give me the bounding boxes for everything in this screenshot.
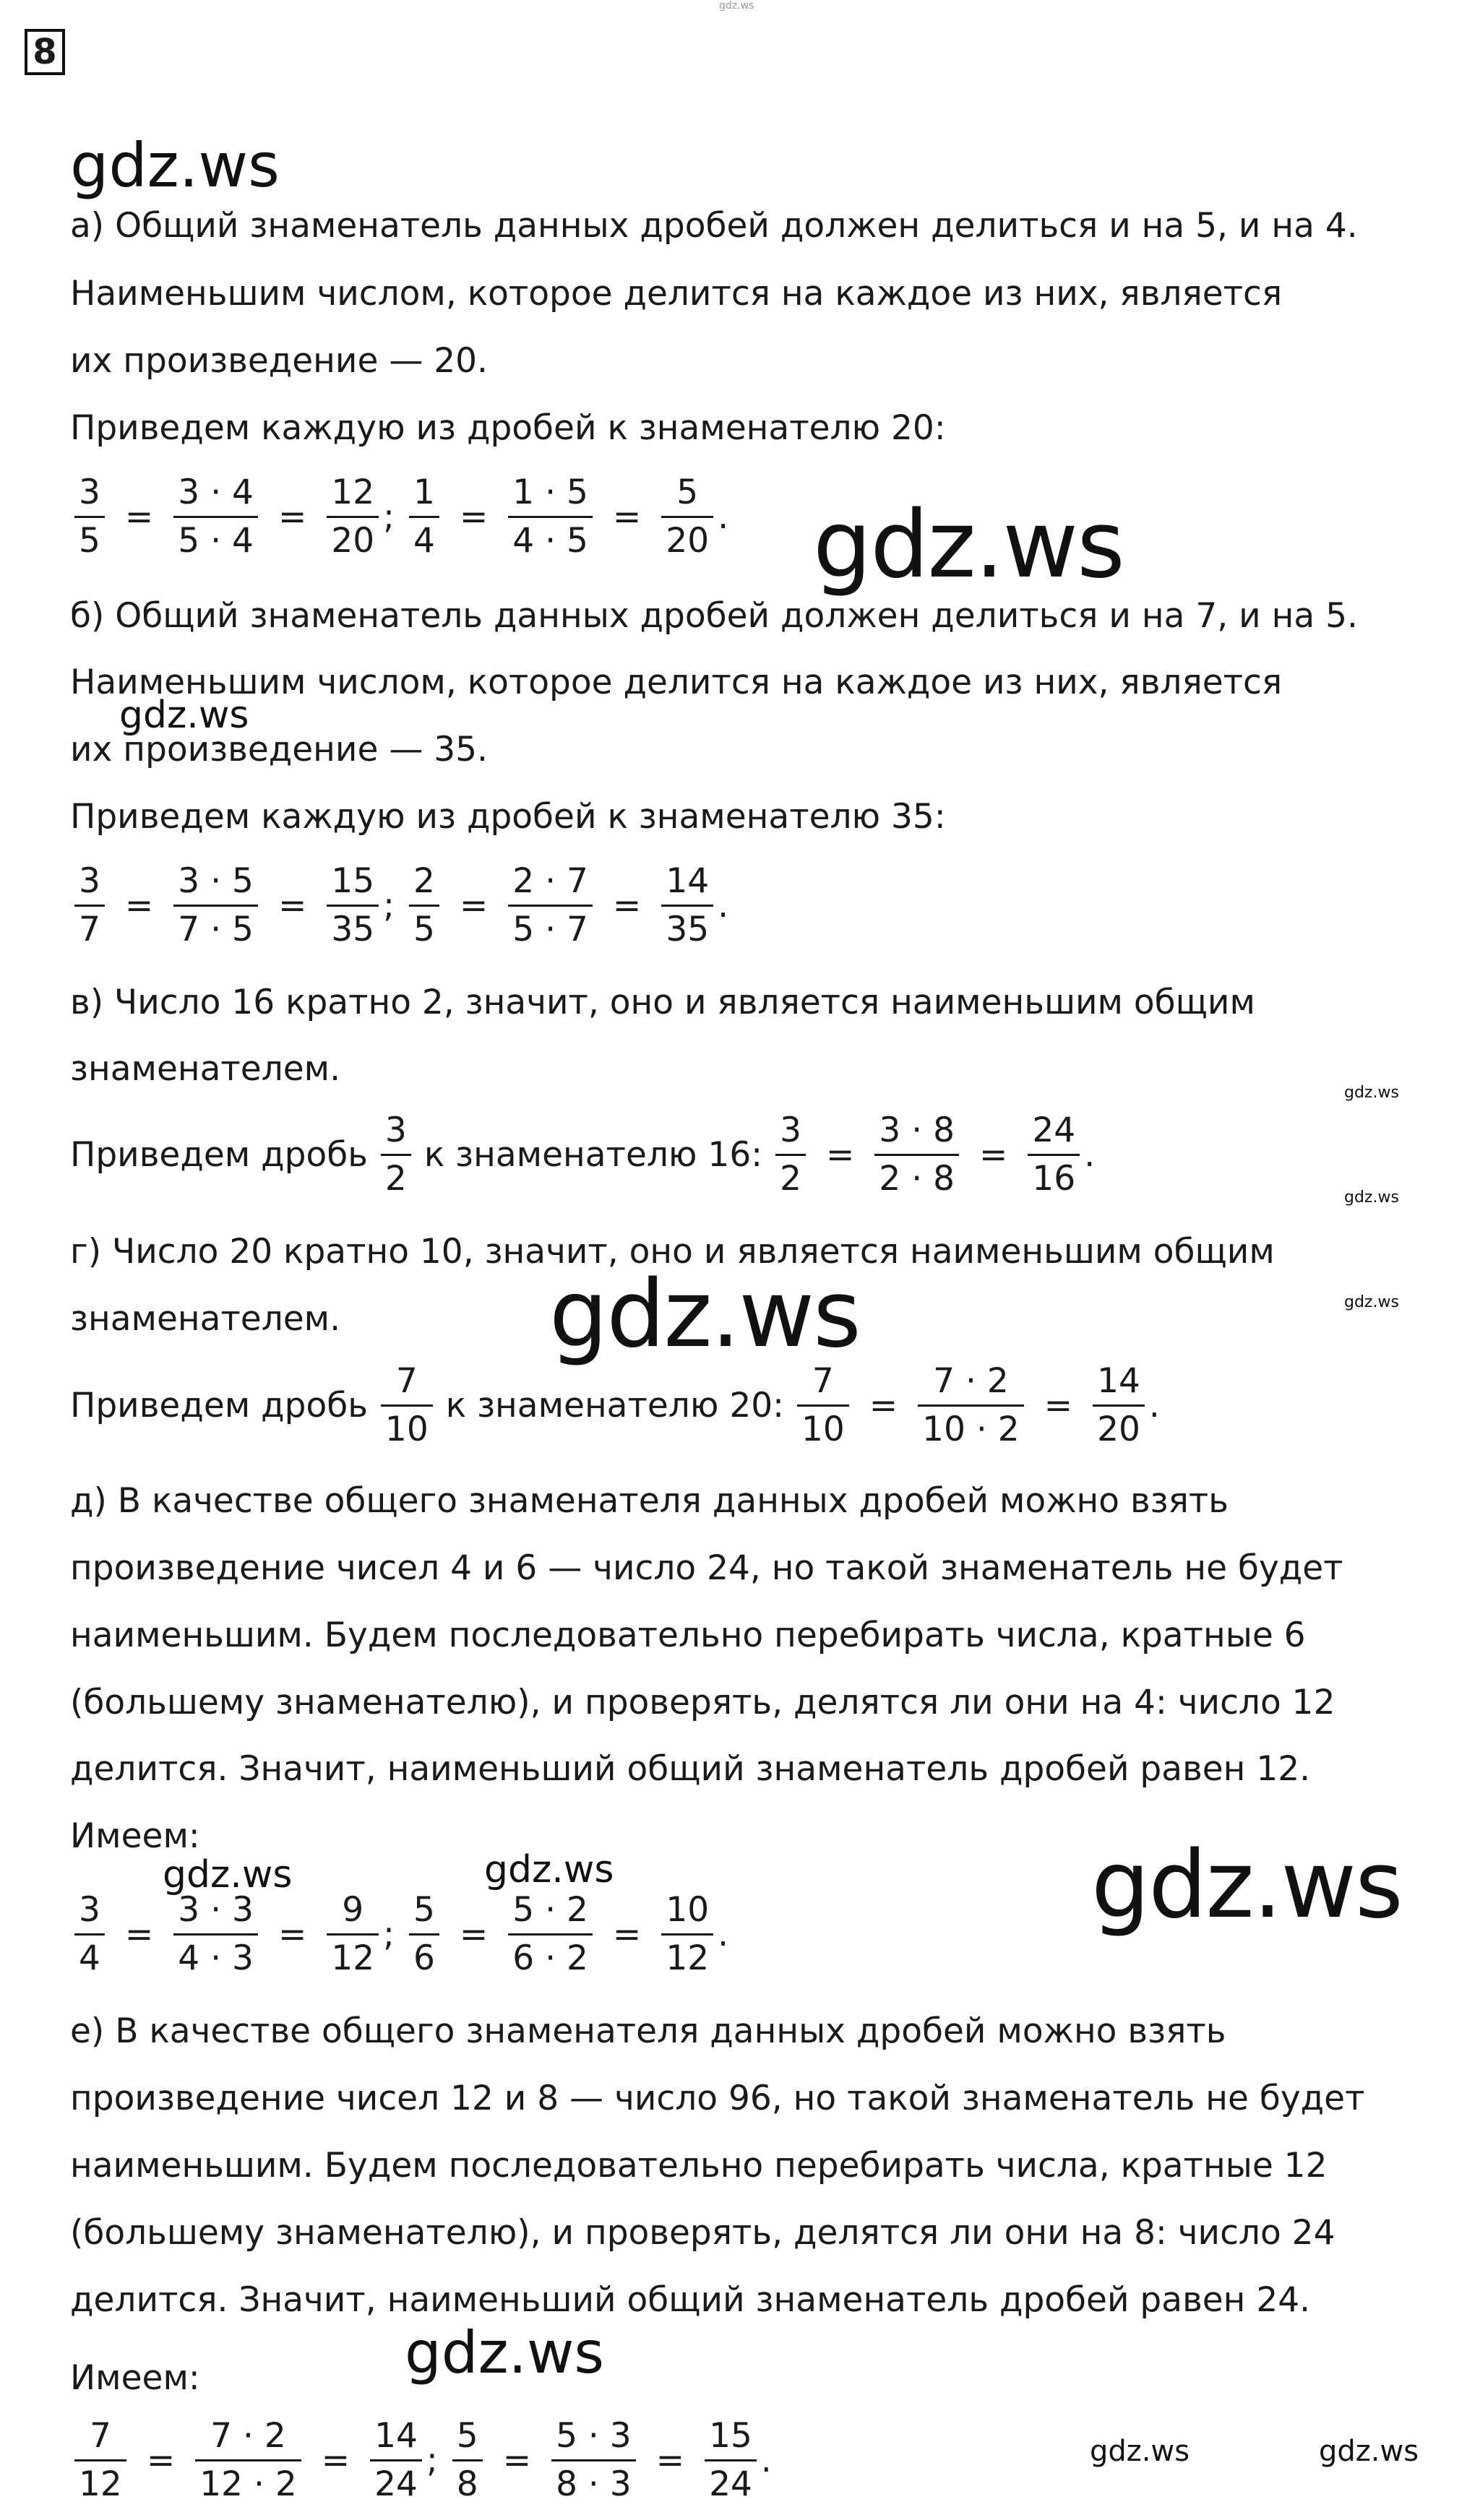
watermark-small-4: gdz.ws <box>1090 2435 1190 2468</box>
fraction: $\frac{10}{12}$ <box>661 1887 713 1982</box>
watermark-small-1: gdz.ws <box>1344 1084 1399 1102</box>
part-b-equation: $\frac{3}{7}$ = $\frac{3 \cdot 5}{7 \cdot 5}$ = $\frac{15}{35}$ ; $\frac{2}{5}$ = $\frac{2 \cdot 7}{5 \cdot 7}$ = $\frac{14}{35}$ . <box>70 858 728 953</box>
fraction: $\frac{5}{8}$ <box>452 2413 483 2508</box>
fraction: $\frac{3 \cdot 8}{2 \cdot 8}$ <box>874 1108 959 1202</box>
part-g-equation: Приведем дробь $\frac{7}{10}$ к знаменателю 20: $\frac{7}{10}$ = $\frac{7 \cdot 2}{10 \cdot 2}$ = $\frac{14}{20}$ . <box>70 1358 1160 1453</box>
fraction: $\frac{5 \cdot 2}{6 \cdot 2}$ <box>508 1887 593 1982</box>
part-g-line-2: знаменателем. <box>70 1299 341 1339</box>
fraction: $\frac{12}{20}$ <box>327 470 379 564</box>
watermark-small-5: gdz.ws <box>1319 2435 1419 2468</box>
part-b-line-3: их произведение — 35. <box>70 730 488 769</box>
part-a-equation: $\frac{3}{5}$ = $\frac{3 \cdot 4}{5 \cdot 4}$ = $\frac{12}{20}$ ; $\frac{1}{4}$ = $\frac{1 \cdot 5}{4 \cdot 5}$ = $\frac{5}{20}$ . <box>70 470 728 564</box>
fraction: $\frac{5 \cdot 3}{8 \cdot 3}$ <box>551 2413 636 2508</box>
part-e-line-2: произведение чисел 12 и 8 — число 96, но такой знаменатель не будет <box>70 2079 1365 2118</box>
part-a-line-3: их произведение — 20. <box>70 341 488 381</box>
watermark-large-3: gdz.ws <box>1091 1831 1402 1939</box>
fraction: $\frac{2}{5}$ <box>409 858 439 953</box>
part-a-line-2: Наименьшим числом, которое делится на каждое из них, является <box>70 274 1283 314</box>
fraction: $\frac{3 \cdot 5}{7 \cdot 5}$ <box>173 858 258 953</box>
fraction: $\frac{1 \cdot 5}{4 \cdot 5}$ <box>508 470 593 564</box>
problem-number-box <box>25 29 65 75</box>
part-d-line-1: д) В качестве общего знаменателя данных дробей можно взять <box>70 1481 1229 1521</box>
part-d-equation: $\frac{3}{4}$ = $\frac{3 \cdot 3}{4 \cdot 3}$ = $\frac{9}{12}$ ; $\frac{5}{6}$ = $\frac{5 \cdot 2}{6 \cdot 2}$ = $\frac{10}{12}$ . <box>70 1887 728 1982</box>
fraction: $\frac{3 \cdot 4}{5 \cdot 4}$ <box>173 470 258 564</box>
watermark-large-2: gdz.ws <box>549 1261 860 1368</box>
fraction: $\frac{2 \cdot 7}{5 \cdot 7}$ <box>508 858 593 953</box>
fraction: $\frac{1}{4}$ <box>409 470 439 564</box>
part-e-equation: $\frac{7}{12}$ = $\frac{7 \cdot 2}{12 \cdot 2}$ = $\frac{14}{24}$ ; $\frac{5}{8}$ = $\frac{5 \cdot 3}{8 \cdot 3}$ = $\frac{15}{24}$ . <box>70 2413 772 2508</box>
fraction: $\frac{3}{4}$ <box>74 1887 105 1982</box>
fraction: $\frac{15}{24}$ <box>705 2413 757 2508</box>
part-d-line-4: (большему знаменателю), и проверять, делятся ли они на 4: число 12 <box>70 1683 1335 1722</box>
part-e-line-3: наименьшим. Будем последовательно перебирать числа, кратные 12 <box>70 2146 1328 2185</box>
fraction: $\frac{5}{6}$ <box>409 1887 439 1982</box>
fraction: $\frac{3}{2}$ <box>775 1108 806 1202</box>
fraction: $\frac{9}{12}$ <box>327 1887 379 1982</box>
part-e-line-1: е) В качестве общего знаменателя данных дробей можно взять <box>70 2011 1226 2051</box>
part-a-line-4: Приведем каждую из дробей к знаменателю 20: <box>70 408 946 448</box>
part-v-line-1: в) Число 16 кратно 2, значит, оно и является наименьшим общим <box>70 983 1255 1022</box>
watermark-large-1: gdz.ws <box>813 491 1124 599</box>
part-a-line-1: а) Общий знаменатель данных дробей должен делиться и на 5, и на 4. <box>70 206 1358 246</box>
watermark-small-3: gdz.ws <box>1344 1293 1399 1311</box>
top-watermark: gdz.ws <box>719 0 754 12</box>
fraction: $\frac{14}{24}$ <box>370 2413 422 2508</box>
part-e-line-4: (большему знаменателю), и проверять, делятся ли они на 8: число 24 <box>70 2213 1335 2253</box>
part-v-equation: Приведем дробь $\frac{3}{2}$ к знаменателю 16: $\frac{3}{2}$ = $\frac{3 \cdot 8}{2 \cdot 8}$ = $\frac{24}{16}$ . <box>70 1108 1095 1202</box>
part-d-line-2: произведение чисел 4 и 6 — число 24, но такой знаменатель не будет <box>70 1548 1343 1588</box>
fraction: $\frac{24}{16}$ <box>1028 1108 1080 1202</box>
fraction: $\frac{7}{10}$ <box>381 1358 433 1453</box>
watermark-medium-1: gdz.ws <box>119 694 249 737</box>
watermark-medium-2: gdz.ws <box>163 1853 293 1897</box>
part-d-line-5: делится. Значит, наименьший общий знаменатель дробей равен 12. <box>70 1749 1311 1789</box>
fraction: $\frac{3}{7}$ <box>74 858 105 953</box>
part-b-line-1: б) Общий знаменатель данных дробей должен делиться и на 7, и на 5. <box>70 596 1358 636</box>
fraction: $\frac{3 \cdot 3}{4 \cdot 3}$ <box>173 1887 258 1982</box>
part-v-line-2: знаменателем. <box>70 1049 341 1089</box>
fraction: $\frac{14}{35}$ <box>661 858 713 953</box>
part-d-line-3: наименьшим. Будем последовательно перебирать числа, кратные 6 <box>70 1615 1306 1655</box>
part-b-line-4: Приведем каждую из дробей к знаменателю 35: <box>70 797 946 837</box>
fraction: $\frac{7}{12}$ <box>74 2413 126 2508</box>
fraction: $\frac{7 \cdot 2}{10 \cdot 2}$ <box>918 1358 1024 1453</box>
problem-number: 8 <box>33 32 57 72</box>
fraction: $\frac{14}{20}$ <box>1093 1358 1145 1453</box>
part-g-line-1: г) Число 20 кратно 10, значит, оно и является наименьшим общим <box>70 1232 1275 1272</box>
fraction: $\frac{5}{20}$ <box>661 470 713 564</box>
part-e-line-5: делится. Значит, наименьший общий знаменатель дробей равен 24. <box>70 2280 1311 2320</box>
watermark-medium-3: gdz.ws <box>484 1848 614 1891</box>
fraction: $\frac{3}{5}$ <box>74 470 105 564</box>
part-e-line-6: Имеем: <box>70 2358 200 2398</box>
fraction: $\frac{15}{35}$ <box>327 858 379 953</box>
watermark-small-2: gdz.ws <box>1344 1188 1399 1207</box>
watermark-medium-4: gdz.ws <box>405 2319 605 2386</box>
header-watermark: gdz.ws <box>70 130 280 201</box>
part-d-line-6: Имеем: <box>70 1816 200 1856</box>
fraction: $\frac{7 \cdot 2}{12 \cdot 2}$ <box>195 2413 301 2508</box>
fraction: $\frac{7}{10}$ <box>797 1358 849 1453</box>
fraction: $\frac{3}{2}$ <box>381 1108 411 1202</box>
part-b-line-2: Наименьшим числом, которое делится на каждое из них, является <box>70 663 1283 702</box>
